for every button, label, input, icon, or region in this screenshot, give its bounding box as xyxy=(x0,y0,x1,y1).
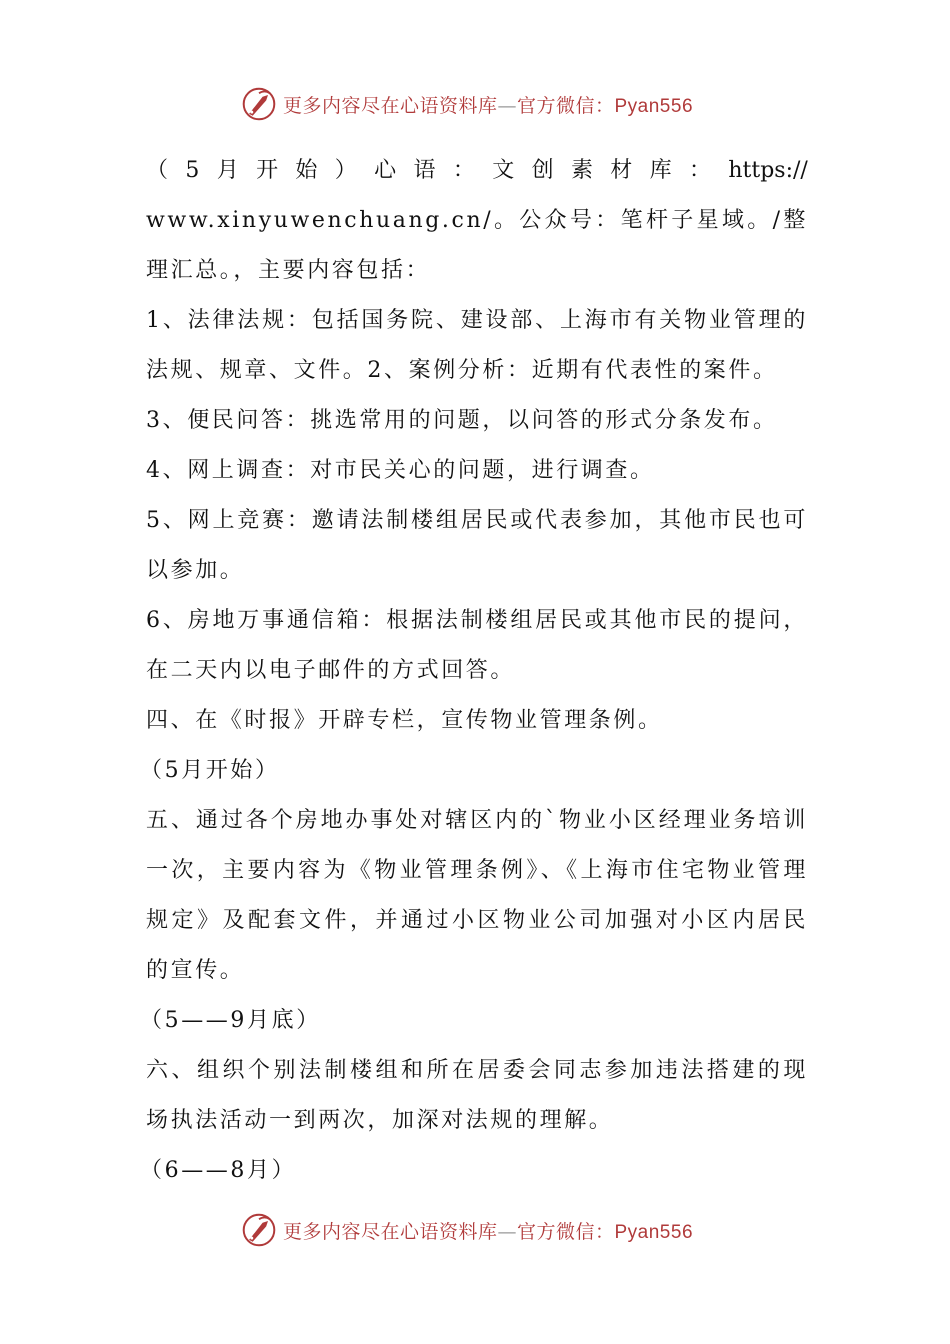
pen-nib-logo-icon xyxy=(241,1212,277,1248)
paragraph-item-5: 5、网上竞赛：邀请法制楼组居民或代表参加，其他市民也可以参加。 xyxy=(146,508,808,583)
intro-char: （ xyxy=(146,158,169,183)
intro-url-start: https:// xyxy=(728,158,808,183)
banner-dash: — xyxy=(497,94,517,117)
intro-char: 文 xyxy=(492,158,515,183)
intro-first-line xyxy=(146,146,808,196)
document-body xyxy=(140,146,808,1196)
paragraph-item-3: 3、便民问答：挑选常用的问题，以问答的形式分条发布。 xyxy=(146,408,778,433)
intro-char: ： xyxy=(452,158,475,183)
intro-paragraph-rest: www.xinyuwenchuang.cn/。公众号：笔杆子星域。/整理汇总。，主要内容包括： xyxy=(146,208,808,283)
banner-official-label: 官方微信： xyxy=(516,1220,615,1243)
paragraph-item-1-2: 1、法律法规：包括国务院、建设部、上海市有关物业管理的法规、规章、文件。2、案例分析：近期有代表性的案件。 xyxy=(146,308,808,383)
banner-wechat-id: Pyan556 xyxy=(614,1221,694,1243)
banner-official-label: 官方微信： xyxy=(516,94,615,117)
banner-main-text: 更多内容尽在心语资料库 xyxy=(282,1220,498,1243)
banner-main-text: 更多内容尽在心语资料库 xyxy=(282,94,498,117)
date-note-3: （6——8月） xyxy=(140,1158,297,1183)
paragraph-section-6: 六、组织个别法制楼组和所在居委会同志参加违法搭建的现场执法活动一到两次，加深对法规的理解。 xyxy=(146,1058,808,1133)
intro-char: 库 xyxy=(649,158,672,183)
intro-char: 开 xyxy=(256,158,279,183)
footer-watermark-banner xyxy=(0,1208,950,1252)
header-watermark-banner xyxy=(0,82,950,126)
intro-char: ） xyxy=(334,158,357,183)
date-note-1: （5月开始） xyxy=(140,758,280,783)
paragraph-item-6: 6、房地万事通信箱：根据法制楼组居民或其他市民的提问，在二天内以电子邮件的方式回答。 xyxy=(146,608,808,683)
date-note-2: （5——9月底） xyxy=(140,1008,321,1033)
intro-char: 材 xyxy=(610,158,633,183)
banner-dash: — xyxy=(497,1220,517,1243)
paragraph-item-4: 4、网上调查：对市民关心的问题，进行调查。 xyxy=(146,458,655,483)
intro-char: 素 xyxy=(570,158,593,183)
intro-char: 月 xyxy=(216,158,239,183)
intro-char: 语 xyxy=(413,158,436,183)
intro-char: 5 xyxy=(185,158,200,183)
intro-char: ： xyxy=(689,158,712,183)
banner-wechat-id: Pyan556 xyxy=(614,95,694,117)
intro-char: 创 xyxy=(531,158,554,183)
paragraph-section-4: 四、在《时报》开辟专栏，宣传物业管理条例。 xyxy=(146,708,663,733)
intro-char: 始 xyxy=(295,158,318,183)
pen-nib-logo-icon xyxy=(241,86,277,122)
intro-char: 心 xyxy=(374,158,397,183)
paragraph-section-5: 五、通过各个房地办事处对辖区内的`物业小区经理业务培训一次，主要内容为《物业管理条例》、《上海市住宅物业管理规定》及配套文件，并通过小区物业公司加强对小区内居民的宣传。 xyxy=(146,808,808,983)
